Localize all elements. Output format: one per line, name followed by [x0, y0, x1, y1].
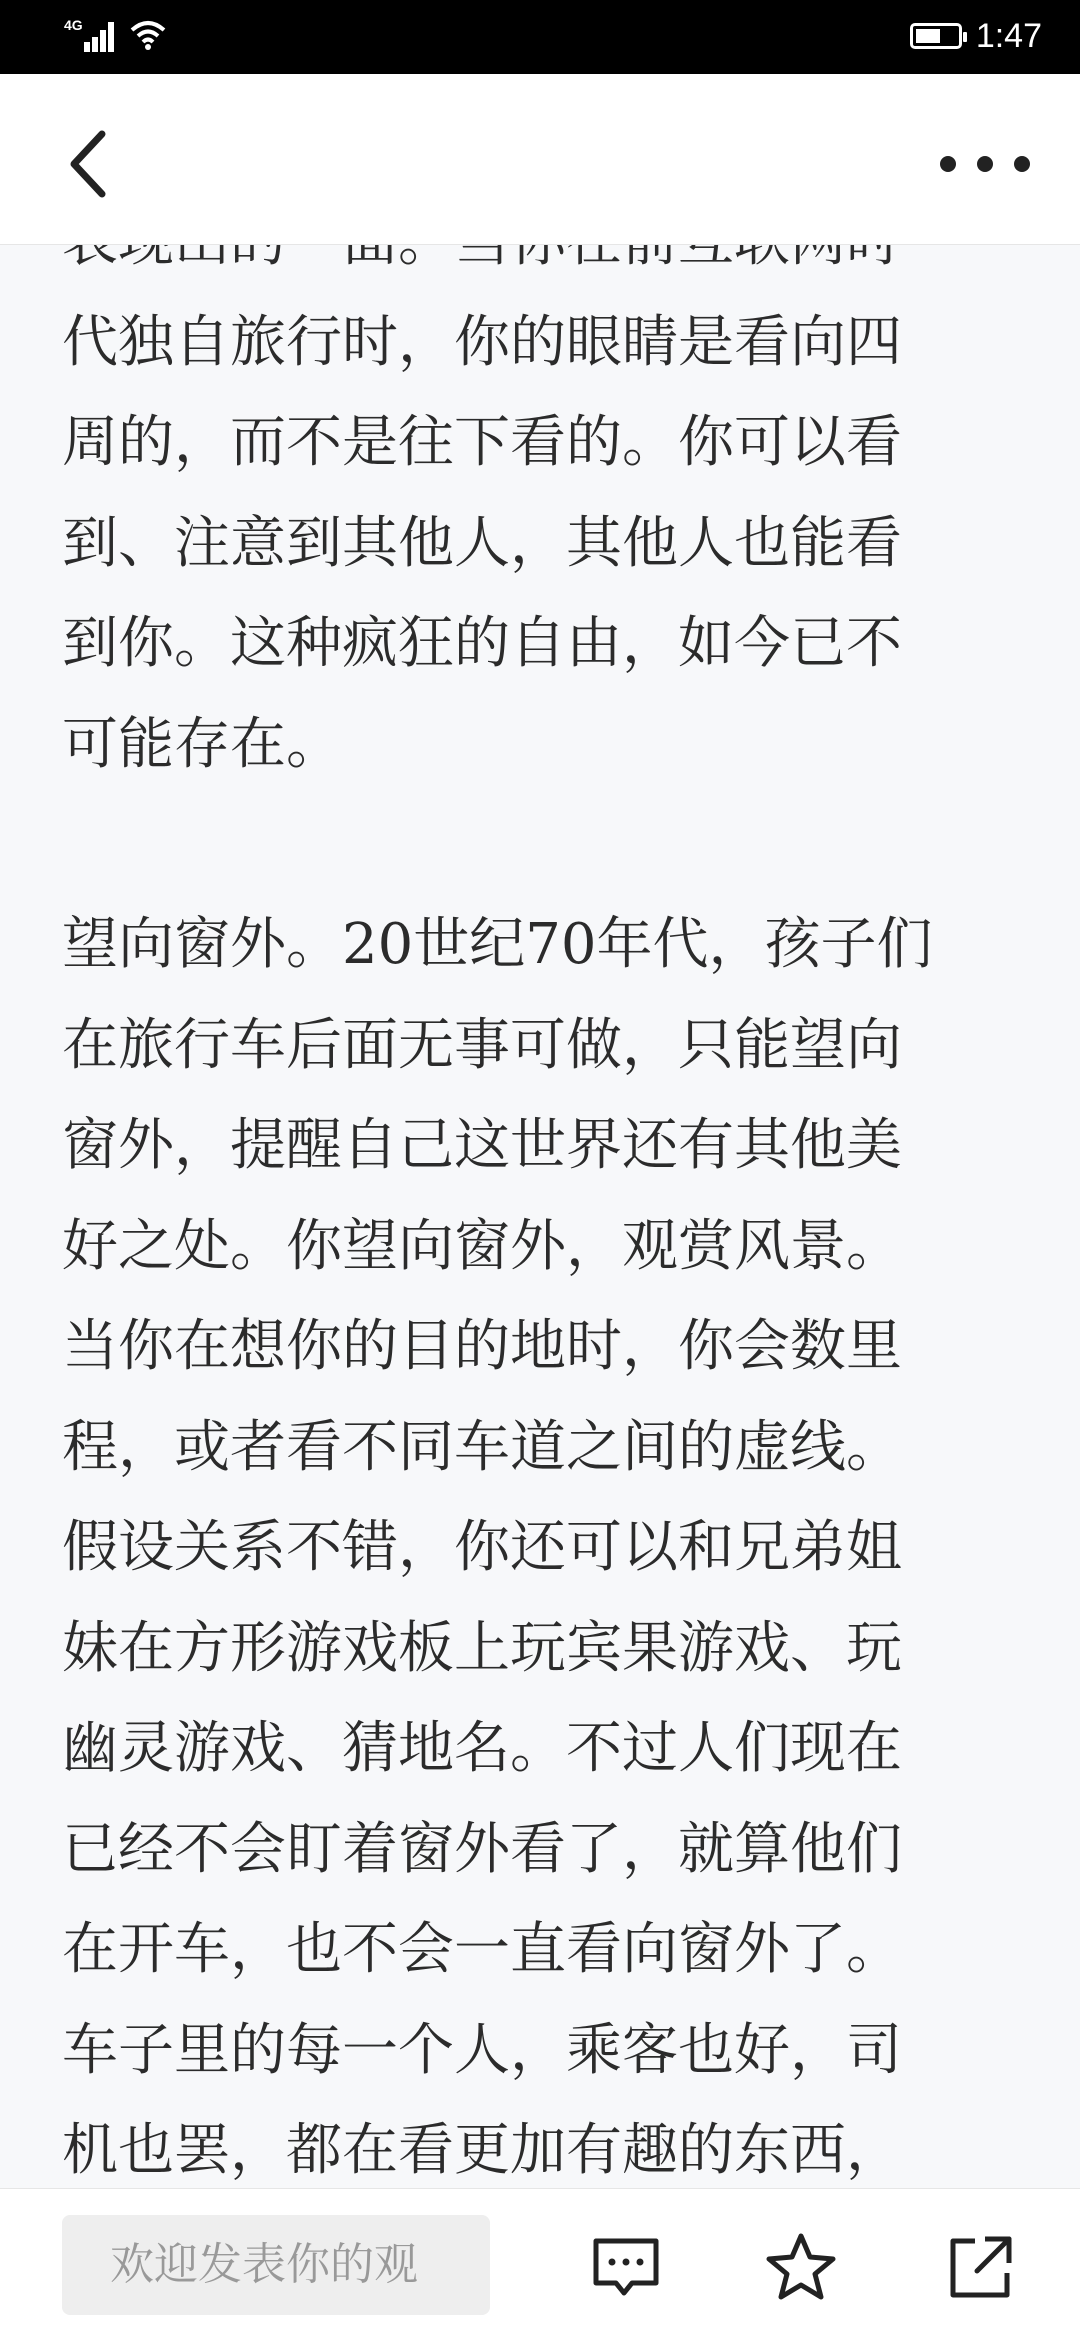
back-icon[interactable]	[58, 124, 128, 204]
text-line: 到、注意到其他人，其他人也能看	[62, 510, 902, 576]
text-line: 望向窗外。20世纪70年代，孩子们	[62, 912, 933, 977]
text-line: 当你在想你的目的地时，你会数里	[62, 1314, 902, 1379]
text-line: 已经不会盯着窗外看了，就算他们	[62, 1816, 902, 1882]
top-nav-bar	[0, 74, 1080, 245]
text-line: 程，或者看不同车道之间的虚线。	[62, 1414, 902, 1480]
text-line: 好之处。你望向窗外，观赏风景。	[62, 1213, 902, 1279]
article-content	[62, 192, 1022, 2202]
article-paragraph	[62, 895, 1022, 2202]
text-line: 车子里的每一个人，乘客也好，司	[62, 2017, 902, 2083]
text-line: 机也罢，都在看更加有趣的东西，	[62, 2118, 902, 2183]
comment-input[interactable]: 欢迎发表你的观	[62, 2215, 490, 2315]
text-line: 周的，而不是往下看的。你可以看	[62, 410, 902, 475]
text-line: 在开车，也不会一直看向窗外了。	[62, 1917, 902, 1982]
status-bar	[0, 0, 1080, 74]
wifi-icon	[128, 18, 168, 52]
text-line: 到你。这种疯狂的自由，如今已不	[62, 611, 902, 676]
text-line: 妹在方形游戏板上玩宾果游戏、玩	[62, 1615, 902, 1681]
article-body	[0, 244, 1080, 2188]
text-line: 代独自旅行时，你的眼睛是看向四	[62, 309, 902, 375]
text-line: 在旅行车后面无事可做，只能望向	[62, 1012, 902, 1078]
text-line: 幽灵游戏、猜地名。不过人们现在	[62, 1716, 902, 1781]
battery-icon	[910, 23, 962, 49]
signal-icon	[64, 18, 116, 52]
text-line: 窗外，提醒自己这世界还有其他美	[62, 1113, 902, 1178]
article-paragraph	[62, 192, 1022, 795]
network-label: 4G	[64, 17, 83, 33]
text-line: 假设关系不错，你还可以和兄弟姐	[62, 1515, 902, 1580]
status-right	[910, 14, 1042, 58]
star-icon[interactable]	[765, 2231, 837, 2303]
more-icon[interactable]	[940, 144, 1030, 184]
status-left	[64, 18, 168, 52]
clock: 1:47	[975, 17, 1042, 55]
text-line: 可能存在。	[62, 711, 342, 777]
share-icon[interactable]	[945, 2231, 1017, 2303]
comment-icon[interactable]	[590, 2231, 662, 2303]
bottom-action-bar	[0, 2188, 1080, 2341]
